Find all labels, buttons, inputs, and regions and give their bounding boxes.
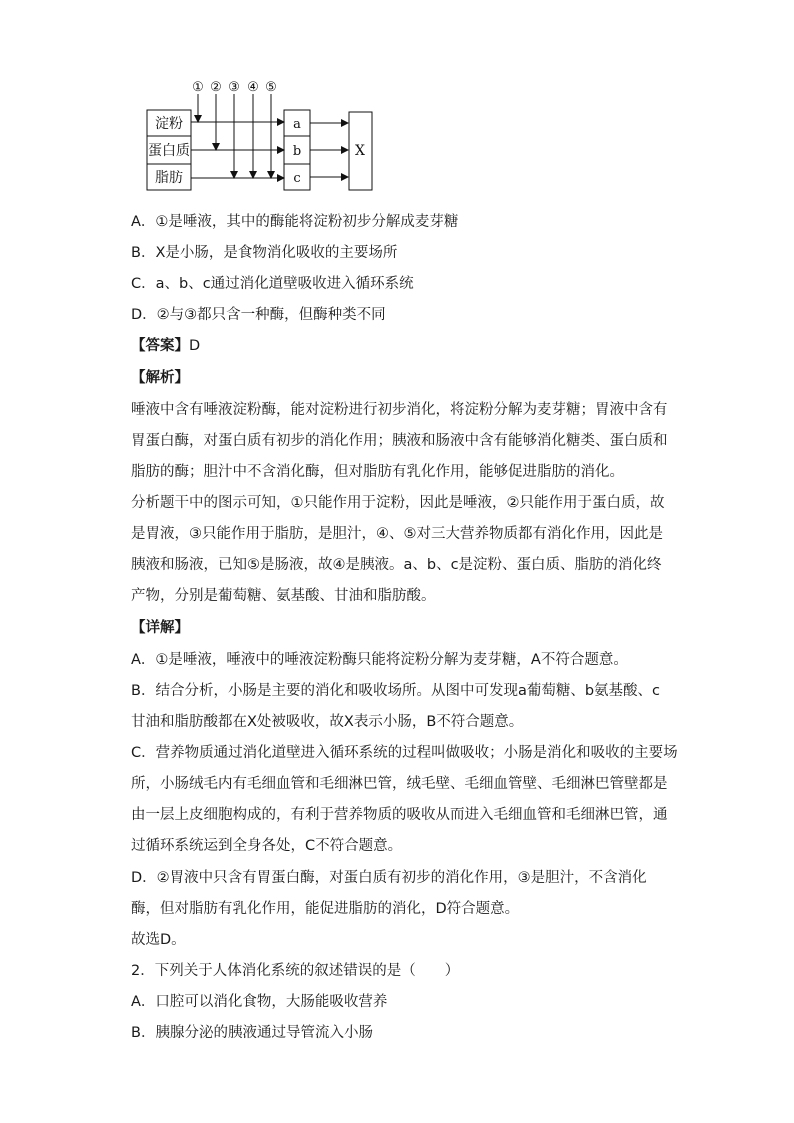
analysis-line: 唾液中含有唾液淀粉酶，能对淀粉进行初步消化，将淀粉分解为麦芽糖；胃液中含有 bbox=[131, 402, 668, 418]
analysis-line: 脂肪的酶；胆汁中不含消化酶，但对脂肪有乳化作用，能够促进脂肪的消化。 bbox=[131, 464, 624, 480]
input-label-fat: 脂肪 bbox=[155, 170, 183, 186]
q2-option-a: A．口腔可以消化食物，大肠能吸收营养 bbox=[131, 994, 388, 1010]
q2-stem: 2．下列关于人体消化系统的叙述错误的是（ ） bbox=[131, 963, 460, 979]
marker-4: ④ bbox=[247, 80, 259, 95]
marker-3: ③ bbox=[228, 80, 240, 95]
detail-tag: 【详解】 bbox=[131, 620, 189, 636]
input-label-protein: 蛋白质 bbox=[148, 143, 190, 159]
marker-5: ⑤ bbox=[265, 80, 277, 95]
analysis-line: 胃蛋白酶，对蛋白质有初步的消化作用；胰液和肠液中含有能够消化糖类、蛋白质和 bbox=[131, 433, 668, 449]
detail-line: 故选D。 bbox=[131, 932, 186, 948]
analysis-line: 是胃液，③只能作用于脂肪，是胆汁，④、⑤对三大营养物质都有消化作用，因此是 bbox=[131, 526, 663, 542]
digestion-diagram-svg bbox=[140, 76, 380, 196]
detail-line: A．①是唾液，唾液中的唾液淀粉酶只能将淀粉分解为麦芽糖，A不符合题意。 bbox=[131, 652, 628, 668]
output-label-b: b bbox=[292, 144, 302, 159]
detail-line: B．结合分析，小肠是主要的消化和吸收场所。从图中可发现a葡萄糖、b氨基酸、c bbox=[131, 683, 661, 699]
q1-option-c: C．a、b、c通过消化道壁吸收进入循环系统 bbox=[131, 276, 414, 292]
answer-tag: 【答案】 bbox=[131, 338, 189, 354]
digestion-diagram bbox=[140, 76, 380, 200]
marker-1: ① bbox=[192, 80, 204, 95]
analysis-line: 胰液和肠液，已知⑤是肠液，故④是胰液。a、b、c是淀粉、蛋白质、脂肪的消化终 bbox=[131, 557, 662, 573]
detail-line: 甘油和脂肪酸都在X处被吸收，故X表示小肠，B不符合题意。 bbox=[131, 714, 524, 730]
output-label-a: a bbox=[293, 117, 301, 132]
analysis-line: 产物，分别是葡萄糖、氨基酸、甘油和脂肪酸。 bbox=[131, 588, 436, 604]
answer-value: D bbox=[189, 338, 201, 354]
q2-option-b: B．胰腺分泌的胰液通过导管流入小肠 bbox=[131, 1025, 373, 1041]
final-label-x: X bbox=[355, 143, 365, 159]
q1-option-b: B．X是小肠，是食物消化吸收的主要场所 bbox=[131, 245, 398, 261]
q1-option-d: D．②与③都只含一种酶，但酶种类不同 bbox=[131, 307, 386, 323]
input-label-starch: 淀粉 bbox=[155, 116, 183, 132]
answer-line bbox=[131, 336, 200, 356]
detail-line: C．营养物质通过消化道壁进入循环系统的过程叫做吸收；小肠是消化和吸收的主要场 bbox=[131, 745, 678, 761]
detail-line: 过循环系统运到全身各处，C不符合题意。 bbox=[131, 838, 403, 854]
detail-line: D．②胃液中只含有胃蛋白酶，对蛋白质有初步的消化作用，③是胆汁，不含消化 bbox=[131, 870, 647, 886]
analysis-line: 分析题干中的图示可知，①只能作用于淀粉，因此是唾液，②只能作用于蛋白质，故 bbox=[131, 495, 665, 511]
analysis-tag: 【解析】 bbox=[131, 370, 189, 386]
marker-2: ② bbox=[210, 80, 222, 95]
detail-line: 所，小肠绒毛内有毛细血管和毛细淋巴管，绒毛壁、毛细血管壁、毛细淋巴管壁都是 bbox=[131, 776, 668, 792]
detail-line: 酶，但对脂肪有乳化作用，能促进脂肪的消化，D符合题意。 bbox=[131, 901, 520, 917]
output-label-c: c bbox=[293, 171, 301, 186]
q1-option-a: A．①是唾液，其中的酶能将淀粉初步分解成麦芽糖 bbox=[131, 214, 459, 230]
detail-line: 由一层上皮细胞构成的，有利于营养物质的吸收从而进入毛细血管和毛细淋巴管，通 bbox=[131, 807, 668, 823]
